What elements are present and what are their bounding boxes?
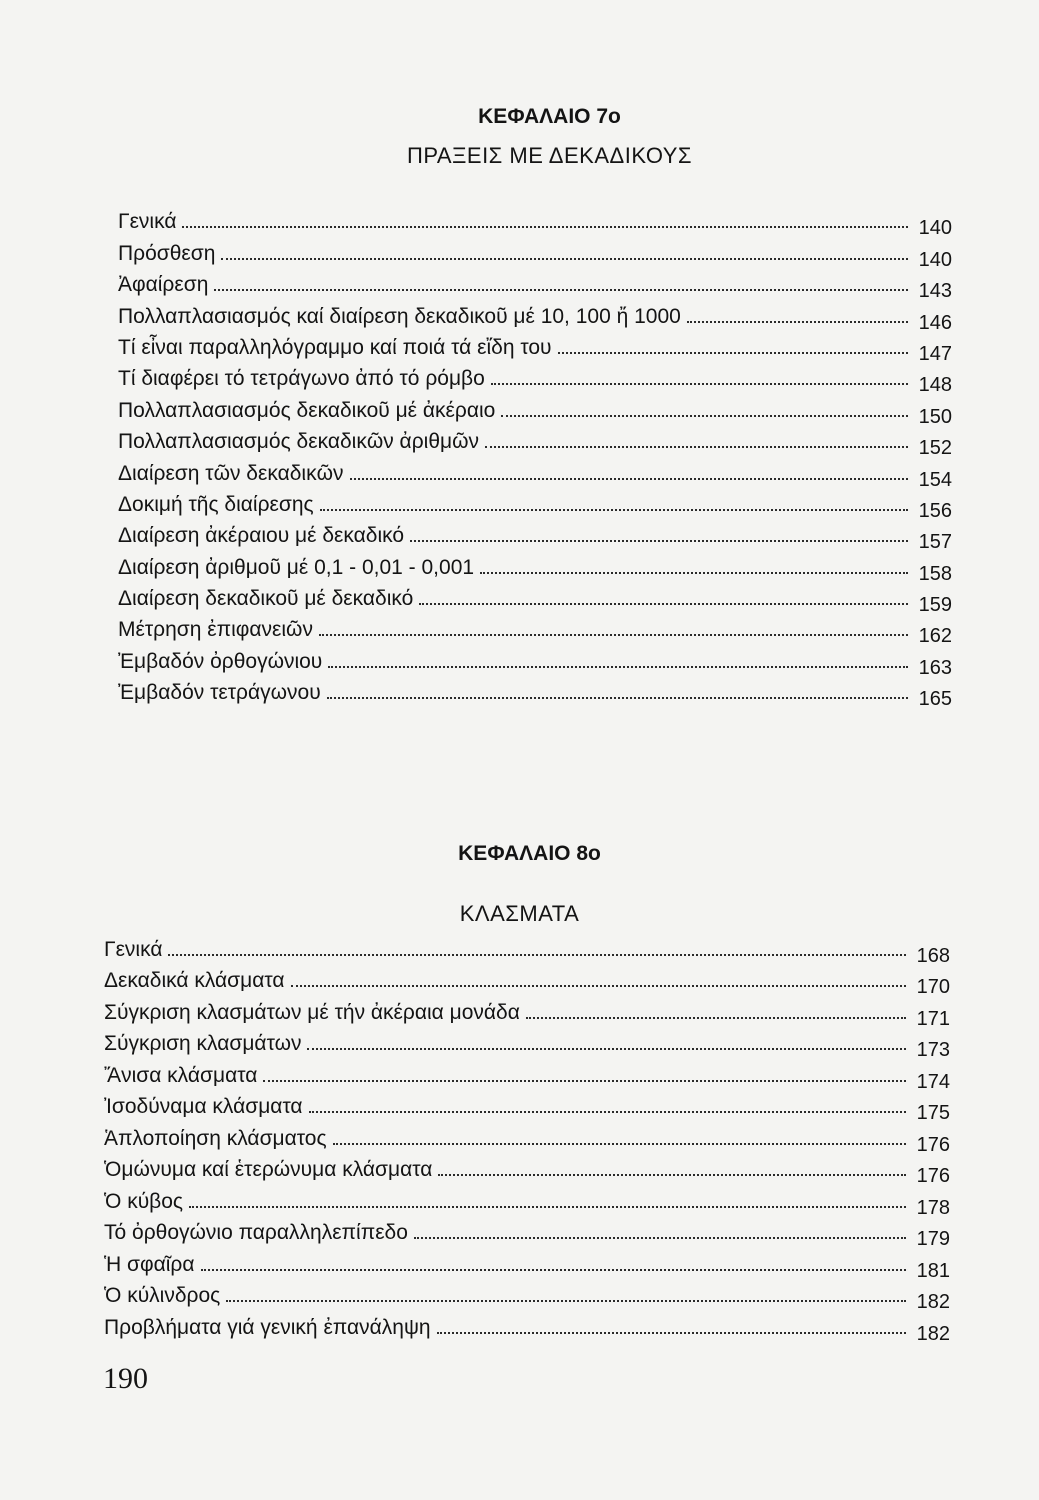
- toc-entry-title: Γενικά: [118, 210, 177, 234]
- chapter-8-title: ΚΛΑΣΜΑΤΑ: [459, 901, 580, 926]
- toc-entry: [104, 1245, 950, 1282]
- toc-entry: [118, 580, 952, 617]
- dot-leader: [410, 540, 908, 542]
- toc-entry-title: Τί εἶναι παραλληλόγραμμο καί ποιά τά εἴδη του: [118, 335, 552, 359]
- dot-leader: [438, 1174, 906, 1176]
- toc-entry-title: Πολλαπλασιασμός καί διαίρεση δεκαδικοῦ μέ 10, 100 ἤ 1000: [118, 304, 681, 328]
- dot-leader: [437, 1332, 906, 1334]
- toc-entry: [104, 993, 950, 1030]
- dot-leader: [182, 226, 908, 228]
- toc-entry: [104, 1151, 950, 1187]
- toc-entry-page: 156: [918, 499, 952, 522]
- toc-entry: [118, 297, 952, 334]
- toc-entry-title: Διαίρεση ἀριθμοῦ μέ 0,1 - 0,01 - 0,001: [118, 555, 475, 579]
- toc-entry-page: 159: [918, 594, 952, 617]
- toc-entry: [104, 1277, 950, 1313]
- chapter-7-title: ΠΡΑΞΕΙΣ ΜΕ ΔΕΚΑΔΙΚΟΥΣ: [407, 143, 692, 168]
- toc-entry: [104, 962, 950, 998]
- toc-entry-page: 162: [918, 625, 952, 648]
- dot-leader: [419, 603, 908, 605]
- page-number: 190: [103, 1362, 148, 1395]
- dot-leader: [485, 446, 908, 448]
- dot-leader: [291, 985, 906, 987]
- toc-entry: [118, 674, 952, 711]
- dot-leader: [491, 383, 908, 385]
- chapter-7-number: ΚΕΦΑΛΑΙΟ 7ο: [478, 105, 621, 128]
- dot-leader: [214, 289, 908, 291]
- toc-entry-title: Ἰσοδύναμα κλάσματα: [104, 1095, 303, 1118]
- toc-entry-title: Ἡ σφαῖρα: [104, 1252, 195, 1276]
- toc-entry-title: Ἁπλοποίηση κλάσματος: [104, 1126, 327, 1150]
- dot-leader: [226, 1300, 906, 1302]
- toc-entry: [104, 1119, 950, 1156]
- toc-entry: [118, 234, 952, 271]
- toc-entry-title: Διαίρεση τῶν δεκαδικῶν: [118, 461, 344, 485]
- toc-entry-title: Διαίρεση ἀκέραιου μέ δεκαδικό: [118, 524, 405, 548]
- toc-entry-title: Ἀφαίρεση: [118, 273, 209, 297]
- toc-entry-page: 182: [916, 1322, 950, 1345]
- toc-entry-page: 140: [918, 217, 952, 240]
- chapter-7-contents: [118, 203, 952, 711]
- toc-entry-page: 175: [916, 1102, 950, 1124]
- toc-entry-page: 163: [918, 656, 952, 679]
- toc-entry-page: 148: [918, 374, 952, 397]
- toc-entry-page: 178: [916, 1196, 950, 1219]
- dot-leader: [309, 1111, 906, 1113]
- toc-entry-title: Τό ὀρθογώνιο παραλληλεπίπεδο: [104, 1221, 408, 1244]
- dot-leader: [480, 572, 908, 574]
- toc-entry-page: 176: [916, 1133, 950, 1156]
- dot-leader: [307, 1048, 906, 1050]
- toc-entry: [118, 329, 952, 365]
- toc-entry: [118, 611, 952, 648]
- toc-entry-page: 140: [918, 248, 952, 271]
- toc-entry-page: 171: [916, 1007, 950, 1030]
- toc-entry-title: Ἄνισα κλάσματα: [104, 1063, 258, 1087]
- dot-leader: [201, 1269, 906, 1271]
- toc-entry-page: 174: [916, 1070, 950, 1093]
- toc-entry-page: 143: [918, 280, 952, 303]
- toc-entry-page: 181: [916, 1259, 950, 1282]
- toc-entry: [104, 1214, 950, 1250]
- toc-entry-page: 147: [918, 342, 952, 365]
- toc-entry-title: Ἐμβαδόν τετράγωνου: [118, 681, 321, 705]
- toc-entry-title: Μέτρηση ἐπιφανειῶν: [118, 618, 313, 642]
- toc-entry-page: 152: [918, 437, 952, 460]
- dot-leader: [327, 697, 908, 699]
- dot-leader: [263, 1080, 906, 1082]
- toc-entry: [118, 203, 952, 240]
- toc-entry-title: Ὁ κύλινδρος: [104, 1284, 221, 1307]
- toc-entry: [104, 1088, 950, 1124]
- toc-entry-title: Δοκιμή τῆς διαίρεσης: [118, 492, 314, 516]
- toc-entry: [104, 930, 950, 967]
- toc-entry-title: Ὁ κύβος: [104, 1189, 184, 1213]
- dot-leader: [320, 509, 908, 511]
- toc-entry: [118, 486, 952, 522]
- dot-leader: [687, 321, 908, 323]
- toc-entry-title: Σύγκριση κλασμάτων: [104, 1032, 302, 1055]
- chapter-8-number: ΚΕΦΑΛΑΙΟ 8ο: [458, 842, 601, 865]
- toc-entry-page: 168: [916, 944, 950, 967]
- toc-entry: [104, 1025, 950, 1061]
- toc-entry: [118, 423, 952, 460]
- toc-entry-title: Τί διαφέρει τό τετράγωνο ἀπό τό ρόμβο: [118, 367, 485, 391]
- toc-entry-title: Ὁμώνυμα καί ἑτερώνυμα κλάσματα: [104, 1158, 433, 1181]
- toc-entry-title: Προβλήματα γιά γενική ἐπανάληψη: [104, 1315, 431, 1339]
- toc-entry-page: 176: [916, 1165, 950, 1187]
- toc-entry-page: 182: [916, 1291, 950, 1313]
- toc-entry: [118, 454, 952, 491]
- toc-entry-title: Πρόσθεση: [118, 241, 216, 265]
- toc-entry: [104, 1056, 950, 1093]
- toc-entry: [118, 548, 952, 585]
- dot-leader: [319, 634, 908, 636]
- toc-entry: [118, 360, 952, 397]
- toc-entry-page: 157: [918, 531, 952, 554]
- toc-entry: [118, 266, 952, 303]
- dot-leader: [221, 258, 908, 260]
- dot-leader: [168, 954, 906, 956]
- toc-entry-title: Γενικά: [104, 937, 163, 961]
- toc-entry-page: 150: [918, 405, 952, 428]
- toc-entry: [118, 642, 952, 679]
- toc-entry-title: Ἐμβαδόν ὀρθογώνιου: [118, 649, 323, 673]
- toc-entry-page: 158: [918, 562, 952, 585]
- toc-entry-page: 173: [916, 1039, 950, 1061]
- chapter-8-contents: [104, 930, 950, 1345]
- toc-entry-page: 170: [916, 976, 950, 998]
- dot-leader: [501, 415, 908, 417]
- dot-leader: [526, 1017, 906, 1019]
- toc-entry-title: Διαίρεση δεκαδικοῦ μέ δεκαδικό: [118, 587, 414, 611]
- toc-entry: [104, 1182, 950, 1219]
- dot-leader: [414, 1237, 906, 1239]
- toc-entry-title: Δεκαδικά κλάσματα: [104, 969, 285, 992]
- toc-entry-title: Πολλαπλασιασμός δεκαδικῶν ἀριθμῶν: [118, 430, 479, 454]
- toc-entry-page: 154: [918, 468, 952, 491]
- toc-entry: [118, 517, 952, 554]
- toc-entry-title: Σύγκριση κλασμάτων μέ τήν ἀκέραια μονάδα: [104, 1000, 520, 1024]
- dot-leader: [558, 352, 908, 354]
- dot-leader: [350, 478, 909, 480]
- toc-entry-title: Πολλαπλασιασμός δεκαδικοῦ μέ ἀκέραιο: [118, 398, 496, 422]
- toc-entry-page: 165: [918, 688, 952, 711]
- toc-entry-page: 146: [918, 311, 952, 334]
- dot-leader: [328, 666, 908, 668]
- dot-leader: [189, 1206, 906, 1208]
- toc-entry: [104, 1308, 950, 1345]
- toc-entry-page: 179: [916, 1228, 950, 1250]
- dot-leader: [333, 1143, 906, 1145]
- toc-entry: [118, 391, 952, 428]
